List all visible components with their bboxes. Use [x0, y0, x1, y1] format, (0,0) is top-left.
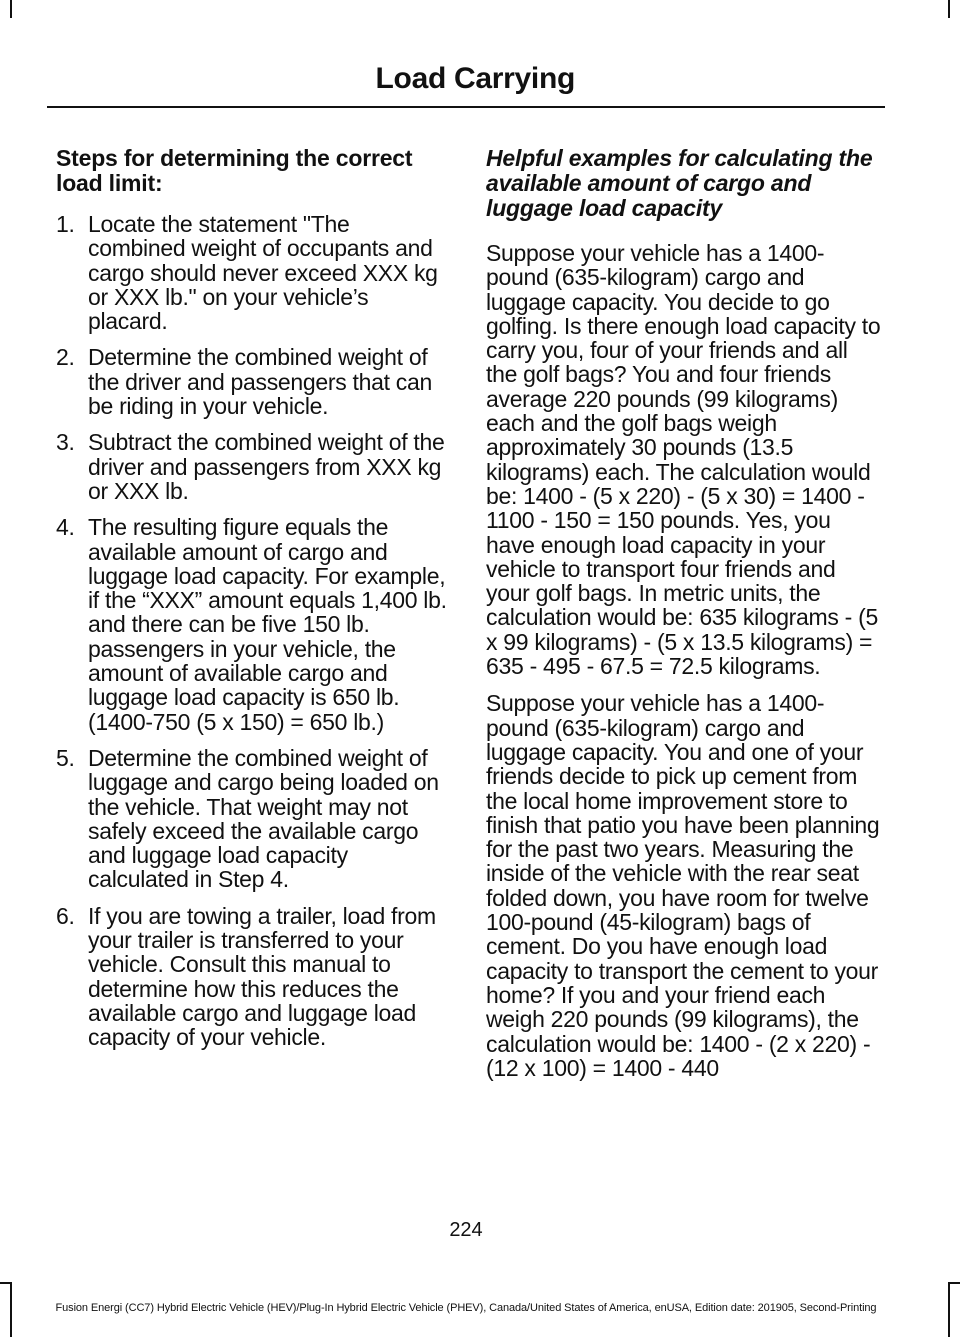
example-paragraph-cement: Suppose your vehicle has a 1400-pound (635-kilogram) cargo and luggage capacity. You and one of your friends decide to pick up cement from the local home improvement store to finish that patio you have been planning for the past two years. Measuring the inside of the vehicle with the rear seat folded down, you have room for twelve 100-pound (45-kilogram) bags of cement. Do you have enough load capacity to transport the cement to your home? If you and your friend each weigh 220 pounds (99 kilograms), the calculation would be: 1400 - (2 x 220) - (12 x 100) = 1400 - 440 [486, 690, 880, 1081]
right-column [486, 146, 882, 1093]
step-number: 2. [56, 344, 75, 371]
step-item [56, 212, 451, 333]
step-text: If you are towing a trailer, load from your trailer is transferred to your vehicle. Consult this manual to determine how this reduces the available cargo and luggage load capacity of your vehicle. [88, 902, 436, 1051]
crop-mark-bottom-left-horizontal [0, 1282, 12, 1284]
step-item [56, 345, 451, 418]
steps-heading: Steps for determining the correct load limit: [56, 145, 413, 196]
footer-edition-text: Fusion Energi (CC7) Hybrid Electric Vehicle (HEV)/Plug-In Hybrid Electric Vehicle (PHEV), Canada/United States of America, enUSA, Edition date: 201905, Second-Printing [55, 1302, 877, 1314]
crop-mark-top-right-vertical [948, 0, 950, 18]
step-number: 1. [56, 211, 75, 237]
step-number: 6. [56, 902, 75, 929]
crop-mark-top-left-vertical [10, 0, 12, 18]
header-divider [47, 106, 885, 108]
left-column [56, 146, 451, 1062]
page-number: 224 [449, 1219, 483, 1241]
step-item [56, 430, 451, 503]
step-text: Subtract the combined weight of the driver and passengers from XXX kg or XXX lb. [88, 429, 445, 504]
step-text: Locate the statement "The combined weight of occupants and cargo should never exceed XXX kg or XXX lb." on your vehicle’s placard. [88, 211, 438, 335]
example-paragraph-golf: Suppose your vehicle has a 1400-pound (635-kilogram) cargo and luggage capacity. You decide to go golfing. Is there enough load capacity to carry you, four of your friends and all the golf bags? You and four friends average 220 pounds (99 kilograms) each and the golf bags weigh approximately 30 pounds (13.5 kilograms) each. The calculation would be: 1400 - (5 x 220) - (5 x 30) = 1400 - 1100 - 150 = 150 pounds. Yes, you have enough load capacity in your vehicle to transport four friends and your golf bags. In metric units, the calculation would be: 635 kilograms - (5 x 99 kilograms) - (5 x 13.5 kilograms) = 635 - 495 - 67.5 = 72.5 kilograms. [486, 240, 881, 680]
examples-heading: Helpful examples for calculating the available amount of cargo and luggage load capacity [486, 145, 873, 221]
step-item [56, 904, 451, 1050]
crop-mark-bottom-right-horizontal [948, 1282, 960, 1284]
step-item [56, 746, 451, 892]
step-text: Determine the combined weight of the driver and passengers that can be riding in your vehicle. [88, 344, 432, 420]
step-number: 3. [56, 429, 75, 456]
step-item [56, 515, 451, 734]
step-text: The resulting figure equals the available amount of cargo and luggage load capacity. For example, if the “XXX” amount equals 1,400 lb. and there can be five 150 lb. passengers in your vehicle, the amount of available cargo and luggage load capacity is 650 lb. (1400-750 (5 x 150) = 650 lb.) [88, 514, 447, 735]
step-text: Determine the combined weight of luggage and cargo being loaded on the vehicle. That weight may not safely exceed the available cargo and luggage load capacity calculated in Step 4. [88, 744, 439, 893]
step-number: 5. [56, 744, 75, 771]
crop-mark-bottom-right-vertical [948, 1282, 950, 1337]
steps-list [56, 212, 451, 1050]
step-number: 4. [56, 514, 75, 541]
page-header-title: Load Carrying [375, 62, 575, 95]
